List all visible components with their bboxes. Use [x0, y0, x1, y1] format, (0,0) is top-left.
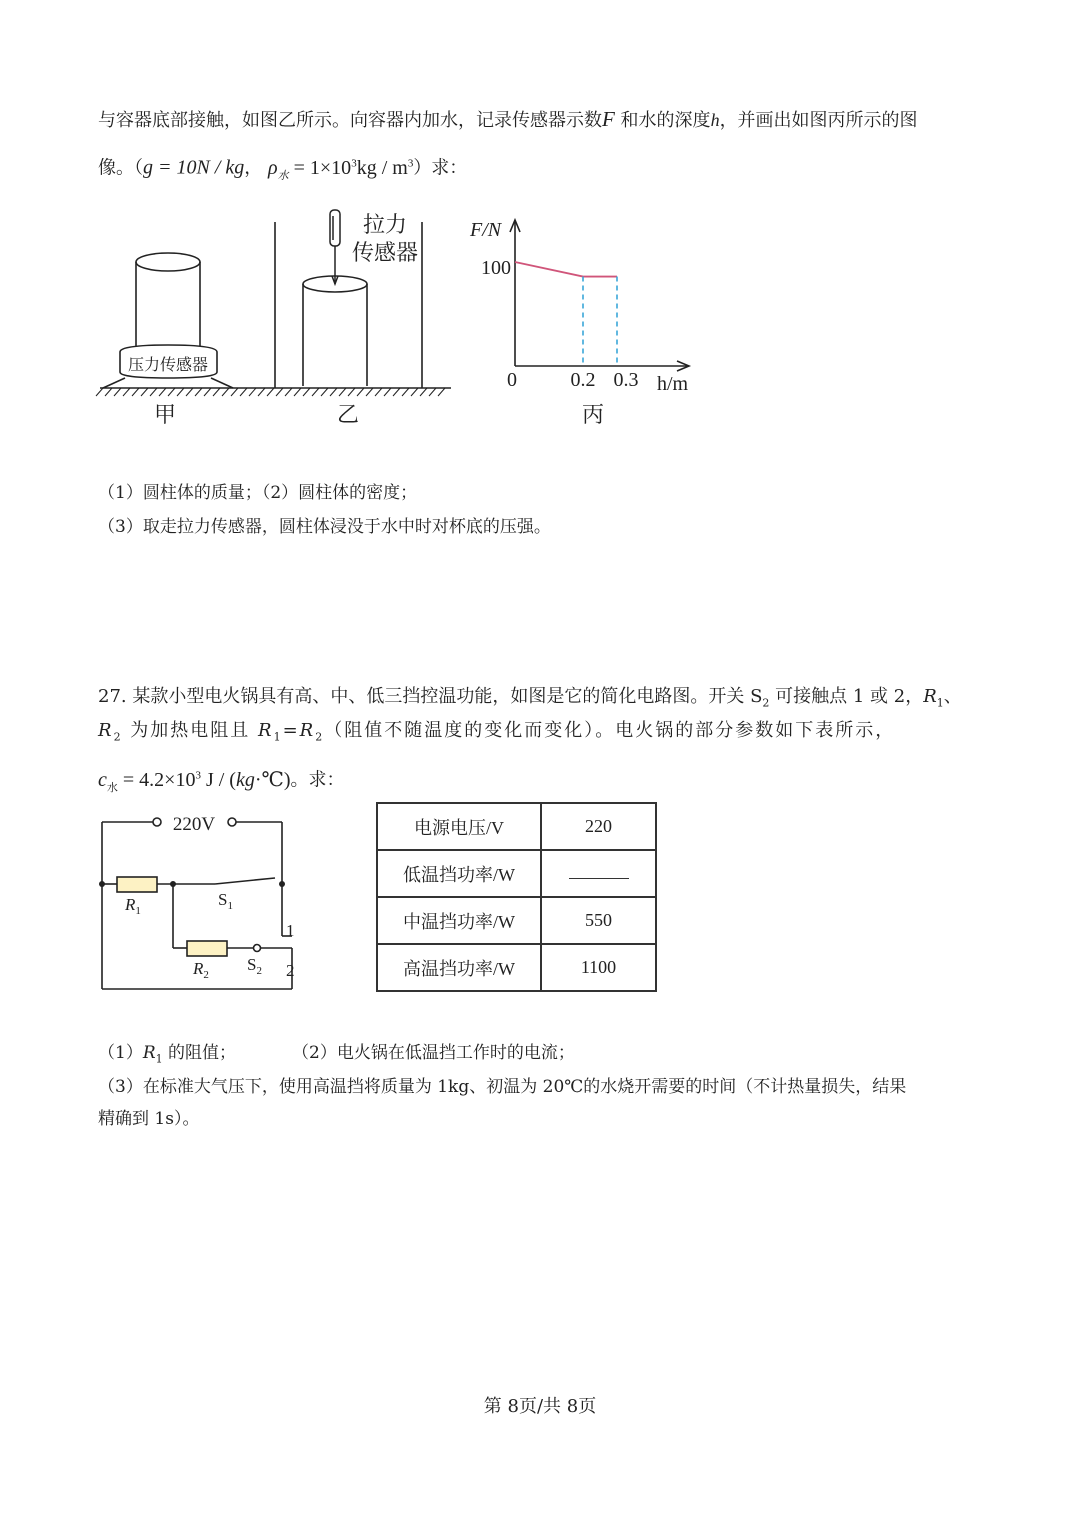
table-row: [377, 897, 656, 944]
hatch-mark: [303, 388, 310, 396]
table-row: [377, 944, 656, 991]
figure-jia-yi: [95, 200, 465, 440]
hatch-mark: [375, 388, 382, 396]
hatch-mark: [429, 388, 436, 396]
hatch-mark: [402, 388, 409, 396]
p26-line2: 像。（g = 10N / kg， $\rho_水 = 1\times 10^3kg / m^3$）求：: [98, 156, 468, 182]
s2-label: $S_2$: [247, 955, 262, 977]
given-rho: $\rho_水$: [268, 156, 289, 182]
hatch-mark: [294, 388, 301, 396]
p27-question-1-2: $(1)R_1$ 的阻值； （2）电火锅在低温挡工作时的电流；: [98, 1043, 575, 1066]
x-tick-0.3: 0.3: [613, 369, 639, 391]
p27-line3: $c_水 = 4.2\times 10^3$ J / (kg·℃)。求：: [98, 768, 345, 794]
hatch-mark: [222, 388, 229, 396]
hatch-mark: [114, 388, 121, 396]
p27-line2: $R_2$ 为加热电阻且 $R_1=R_2$（阻值不随温度的变化而变化）。电火锅的部分参数如下表所示，: [98, 720, 896, 744]
given-g: g = 10N / kg: [143, 156, 245, 179]
p26-question-1: （1）圆柱体的质量；（2）圆柱体的密度；: [98, 483, 418, 503]
circuit-diagram: [95, 810, 310, 1000]
tension-sensor: [330, 210, 340, 284]
table-cell-value: 220: [541, 803, 656, 850]
hatch-mark: [141, 388, 148, 396]
x-axis-label: h/m: [657, 373, 689, 395]
label-jia: 甲: [153, 402, 177, 427]
voltage-label: 220V: [172, 814, 216, 835]
p27-question-3-line1: （3）在标准大气压下，使用高温挡将质量为 1kg、初温为 20℃的水烧开需要的时间（不计热量损失，结果: [98, 1077, 907, 1097]
p26-line1: 与容器底部接触，如图乙所示。向容器内加水，记录传感器示数F 和水的深度h，并画出如图丙所示的图: [98, 107, 918, 131]
hatch-mark: [105, 388, 112, 396]
hatch-mark: [348, 388, 355, 396]
table-row: [377, 850, 656, 897]
hatch-mark: [186, 388, 193, 396]
hatch-mark: [276, 388, 283, 396]
hatch-mark: [231, 388, 238, 396]
x-tick-0.2: 0.2: [570, 369, 596, 391]
contact-2-label: 2: [286, 961, 295, 980]
cylinder-jia: [136, 253, 200, 357]
r2-label: $R_2$: [193, 959, 209, 981]
hatch-mark: [438, 388, 445, 396]
hatch-mark: [150, 388, 157, 396]
chart-bing: [465, 210, 715, 435]
r1-label: $R_1$: [125, 895, 141, 917]
table-row: [377, 803, 656, 850]
table-cell-label: 低温挡功率/W: [377, 850, 541, 897]
label-bing: 丙: [581, 402, 605, 427]
hatch-mark: [411, 388, 418, 396]
contact-1-label: 1: [286, 921, 295, 940]
hatch-mark: [420, 388, 427, 396]
hatch-mark: [240, 388, 247, 396]
table-cell-value: 550: [541, 897, 656, 944]
hatch-mark: [321, 388, 328, 396]
p27-line1: 27. 某款小型电火锅具有高、中、低三挡控温功能，如图是它的简化电路图。开关 $S_2$ 可接触点 1 或 2，$R_1$、: [98, 686, 962, 710]
hatch-mark: [393, 388, 400, 396]
hatch-mark: [177, 388, 184, 396]
series-line-0: [515, 262, 617, 277]
y-axis-label: F/N: [470, 219, 502, 241]
origin-label: 0: [507, 369, 517, 391]
hatch-mark: [195, 388, 202, 396]
blank-line: [569, 864, 629, 879]
p27-question-3-line2: 精确到 1s）。: [98, 1109, 200, 1129]
hatch-mark: [285, 388, 292, 396]
hatch-mark: [258, 388, 265, 396]
page-footer: 第 8页/共 8页: [483, 1396, 597, 1417]
table-cell-value: 1100: [541, 944, 656, 991]
pressure-sensor-label: 压力传感器: [127, 357, 209, 374]
s1-label: $S_1$: [218, 890, 233, 912]
resistor-r2: [187, 941, 227, 956]
hatch-mark: [366, 388, 373, 396]
var-h: h: [710, 110, 720, 130]
x-axis: [515, 361, 689, 371]
hatch-mark: [213, 388, 220, 396]
hatch-mark: [159, 388, 166, 396]
label-yi: 乙: [336, 402, 360, 427]
table-cell-label: 中温挡功率/W: [377, 897, 541, 944]
hatch-mark: [357, 388, 364, 396]
hatch-mark: [267, 388, 274, 396]
table-cell-label: 高温挡功率/W: [377, 944, 541, 991]
y-axis: [510, 220, 520, 366]
tension-sensor-label-2: 传感器: [351, 240, 419, 265]
var-F: F: [602, 107, 615, 131]
table-cell-label: 电源电压/V: [377, 803, 541, 850]
ground-hatching: [96, 388, 445, 396]
p26-question-2: （3）取走拉力传感器，圆柱体浸没于水中时对杯底的压强。: [98, 517, 551, 537]
parameter-table: [376, 802, 657, 992]
hatch-mark: [330, 388, 337, 396]
hatch-mark: [168, 388, 175, 396]
resistor-r1: [117, 877, 157, 892]
table-cell-blank: [541, 850, 656, 897]
y-tick-100: 100: [481, 257, 511, 279]
hatch-mark: [249, 388, 256, 396]
hatch-mark: [339, 388, 346, 396]
cylinder-yi: [303, 276, 367, 386]
hatch-mark: [96, 388, 103, 396]
hatch-mark: [384, 388, 391, 396]
hatch-mark: [132, 388, 139, 396]
hatch-mark: [123, 388, 130, 396]
hatch-mark: [312, 388, 319, 396]
hatch-mark: [204, 388, 211, 396]
tension-sensor-label-1: 拉力: [362, 212, 408, 237]
